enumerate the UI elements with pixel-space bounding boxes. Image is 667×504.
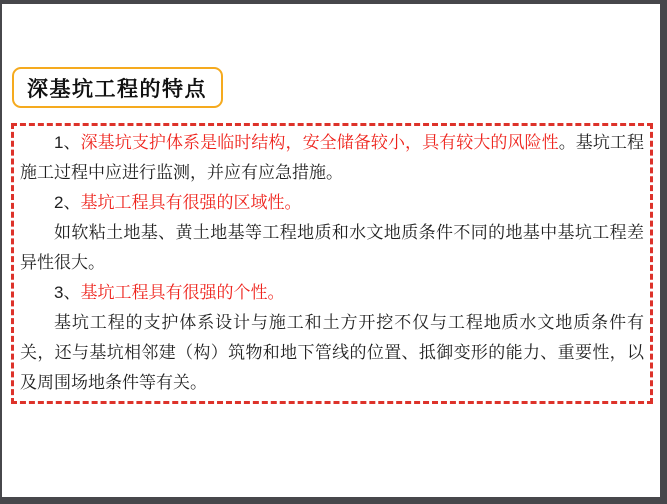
paragraph-4 (20, 278, 644, 308)
content-box (11, 123, 653, 404)
slide-canvas (2, 4, 660, 497)
text-run: 如软粘土地基、黄土地基等工程地质和水文地质条件不同的地基中基坑工程差异性很大。 (20, 223, 644, 272)
text-run: 3、 (54, 283, 81, 302)
paragraph-1 (20, 128, 644, 188)
text-run: 基坑工程具有很强的区域性。 (80, 193, 302, 212)
slide-title: 深基坑工程的特点 (27, 77, 207, 101)
paragraph-2 (20, 188, 644, 218)
text-run: 。基坑工程施工过程中应进行监测，并应有应急措施。 (20, 133, 645, 182)
text-run: 1、 (54, 133, 81, 152)
text-run: 基坑工程的支护体系设计与施工和土方开挖不仅与工程地质水文地质条件有关，还与基坑相邻建（构）筑物和地下管线的位置、抵御变形的能力、重要性，以及周围场地条件等有关。 (20, 313, 644, 392)
text-run: 基坑工程具有很强的个性。 (80, 283, 285, 302)
paragraph-3 (20, 218, 644, 278)
text-run: 深基坑支护体系是临时结构，安全储备较小，具有较大的风险性 (80, 133, 559, 152)
paragraph-5 (20, 308, 644, 398)
text-run: 2、 (54, 193, 81, 212)
slide-title-box (12, 67, 223, 108)
